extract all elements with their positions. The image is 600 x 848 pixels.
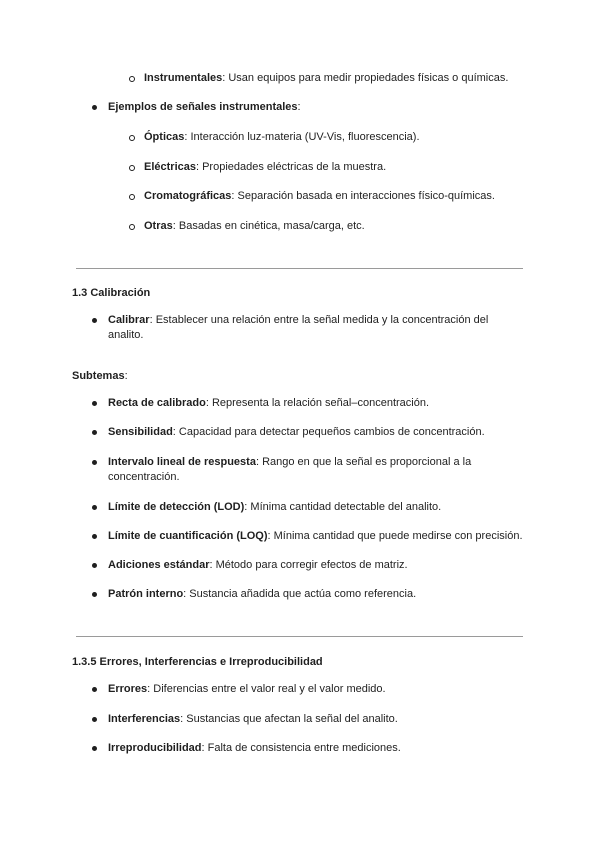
disc-bullet-icon bbox=[92, 401, 97, 406]
item-suffix: : bbox=[297, 101, 301, 113]
list-item-calibrar-continuation: analito. bbox=[108, 329, 144, 341]
item-desc: : Sustancia añadida que actúa como referencia. bbox=[183, 588, 417, 600]
list-item-loq bbox=[108, 529, 523, 544]
item-term: Adiciones estándar bbox=[108, 559, 210, 571]
list-item-sensibilidad bbox=[108, 425, 485, 440]
item-term: Sensibilidad bbox=[108, 426, 173, 438]
item-desc: : Método para corregir efectos de matriz. bbox=[209, 559, 408, 571]
list-item-instrumentales bbox=[144, 71, 508, 86]
item-term: Instrumentales bbox=[144, 72, 223, 84]
disc-bullet-icon bbox=[92, 687, 97, 692]
item-term: Calibrar bbox=[108, 314, 150, 326]
item-term: Límite de detección (LOD) bbox=[108, 501, 245, 513]
item-term: Eléctricas bbox=[144, 161, 196, 173]
list-item-lod bbox=[108, 500, 441, 515]
item-desc: : Establecer una relación entre la señal medida y la concentración del bbox=[149, 314, 489, 326]
disc-bullet-icon bbox=[92, 430, 97, 435]
disc-bullet-icon bbox=[92, 717, 97, 722]
item-desc: : Sustancias que afectan la señal del analito. bbox=[180, 713, 398, 725]
disc-bullet-icon bbox=[92, 746, 97, 751]
item-term: Ejemplos de señales instrumentales bbox=[108, 101, 298, 113]
item-desc: : Rango en que la señal es proporcional a la bbox=[255, 456, 472, 468]
item-desc: : Mínima cantidad detectable del analito. bbox=[244, 501, 442, 513]
list-item-errores bbox=[108, 682, 386, 697]
circle-bullet-icon bbox=[129, 76, 135, 82]
item-term: Errores bbox=[108, 683, 148, 695]
item-term: Interferencias bbox=[108, 713, 181, 725]
item-desc: : Falta de consistencia entre mediciones. bbox=[201, 742, 401, 754]
list-item-interferencias bbox=[108, 712, 398, 727]
item-desc: : Propiedades eléctricas de la muestra. bbox=[195, 161, 387, 173]
item-term: Cromatográficas bbox=[144, 190, 232, 202]
disc-bullet-icon bbox=[92, 460, 97, 465]
list-item-cromatograficas bbox=[144, 189, 495, 204]
item-desc: : Mínima cantidad que puede medirse con precisión. bbox=[267, 530, 523, 542]
list-item-opticas bbox=[144, 130, 420, 145]
list-item-adiciones bbox=[108, 558, 408, 573]
circle-bullet-icon bbox=[129, 135, 135, 141]
item-desc: : Basadas en cinética, masa/carga, etc. bbox=[172, 220, 365, 232]
item-term: Ópticas bbox=[144, 131, 185, 143]
list-item-intervalo-continuation: concentración. bbox=[108, 471, 180, 483]
disc-bullet-icon bbox=[92, 592, 97, 597]
subtemas-term: Subtemas bbox=[72, 370, 125, 382]
section-title-calibracion: 1.3 Calibración bbox=[72, 287, 151, 299]
item-desc: : Usan equipos para medir propiedades físicas o químicas. bbox=[222, 72, 509, 84]
list-item-otras bbox=[144, 219, 365, 234]
item-term: Límite de cuantificación (LOQ) bbox=[108, 530, 268, 542]
item-desc: : Representa la relación señal–concentración. bbox=[205, 397, 430, 409]
item-term: Intervalo lineal de respuesta bbox=[108, 456, 256, 468]
list-item-examples bbox=[108, 100, 301, 115]
subtemas-suffix: : bbox=[124, 370, 128, 382]
disc-bullet-icon bbox=[92, 534, 97, 539]
item-desc: : Capacidad para detectar pequeños cambios de concentración. bbox=[172, 426, 485, 438]
disc-bullet-icon bbox=[92, 318, 97, 323]
item-term: Patrón interno bbox=[108, 588, 184, 600]
circle-bullet-icon bbox=[129, 224, 135, 230]
list-item-irreproducibilidad bbox=[108, 741, 401, 756]
disc-bullet-icon bbox=[92, 563, 97, 568]
circle-bullet-icon bbox=[129, 165, 135, 171]
list-item-electricas bbox=[144, 160, 386, 175]
list-item-patron bbox=[108, 587, 416, 602]
item-term: Otras bbox=[144, 220, 173, 232]
disc-bullet-icon bbox=[92, 505, 97, 510]
section-title-errores: 1.3.5 Errores, Interferencias e Irreproducibilidad bbox=[72, 656, 323, 668]
disc-bullet-icon bbox=[92, 105, 97, 110]
horizontal-divider bbox=[76, 636, 523, 637]
item-term: Irreproducibilidad bbox=[108, 742, 202, 754]
list-item-intervalo bbox=[108, 455, 471, 470]
subtemas-label bbox=[72, 369, 128, 384]
item-desc: : Separación basada en interacciones físico-químicas. bbox=[231, 190, 495, 202]
item-term: Recta de calibrado bbox=[108, 397, 206, 409]
item-desc: : Diferencias entre el valor real y el valor medido. bbox=[147, 683, 386, 695]
circle-bullet-icon bbox=[129, 194, 135, 200]
list-item-recta bbox=[108, 396, 429, 411]
list-item-calibrar bbox=[108, 313, 488, 328]
item-desc: : Interacción luz-materia (UV-Vis, fluorescencia). bbox=[184, 131, 420, 143]
horizontal-divider bbox=[76, 268, 523, 269]
